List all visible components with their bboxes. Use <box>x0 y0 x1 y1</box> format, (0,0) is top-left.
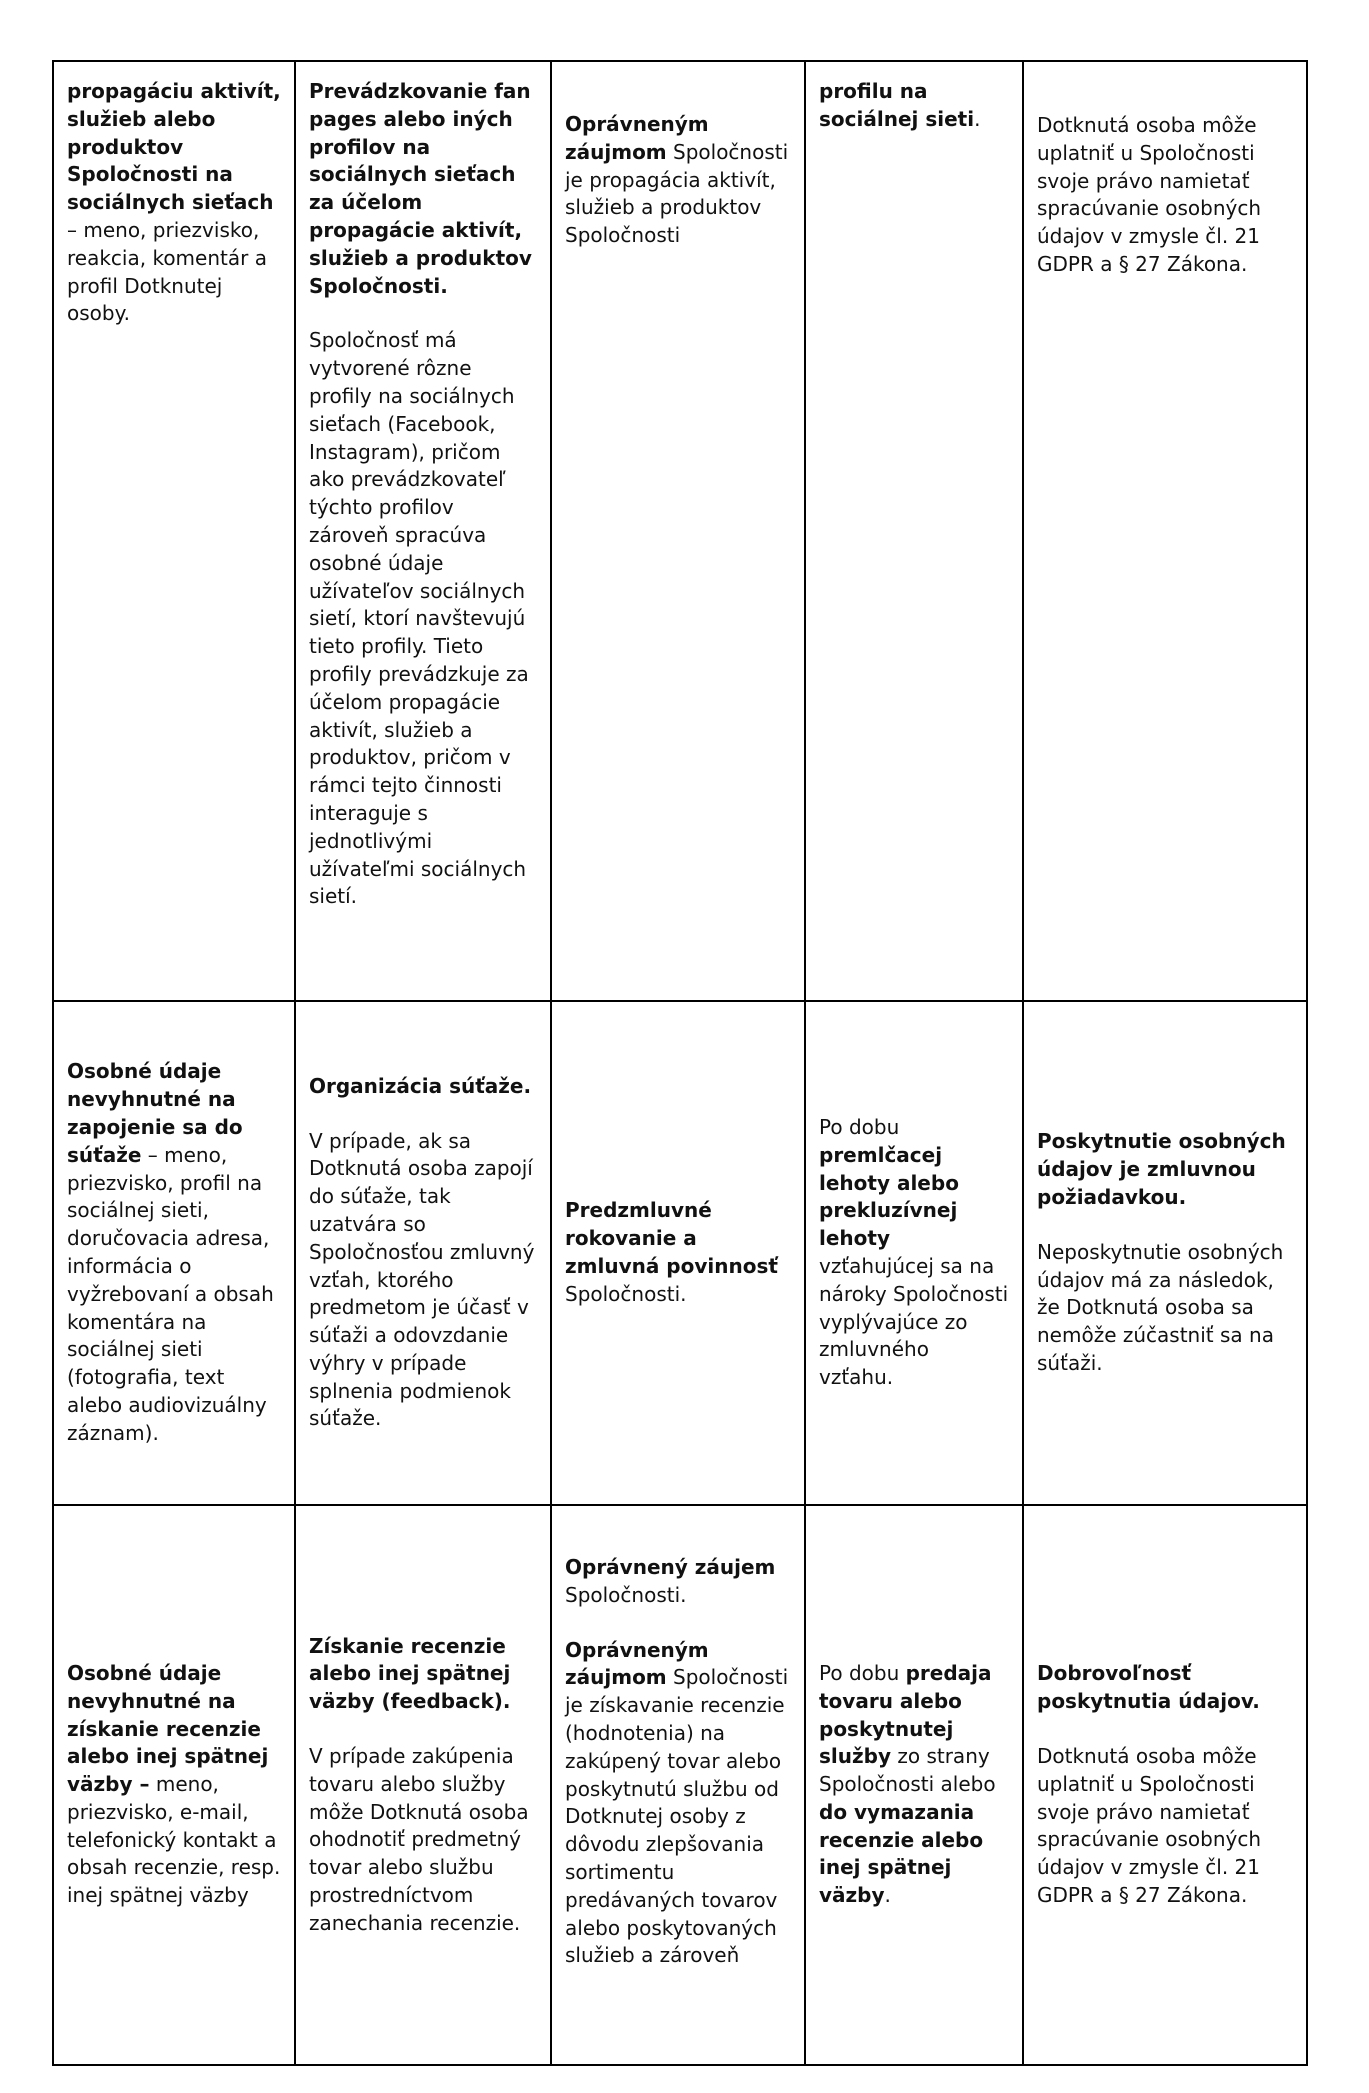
table-cell-data-category <box>53 1001 295 1505</box>
table-cell-purpose <box>295 1505 551 2065</box>
cell-text: . <box>884 1883 891 1908</box>
cell-paragraph: Spoločnosť má vytvorené rôzne profily na sociálnych sieťach (Facebook, Instagram), pričom ako prevádzkovateľ týchto profilov zároveň spracúva osobné údaje užívateľov sociálnych sietí, ktorí navštevujú tieto profily. Tieto profily prevádzkuje za účelom propagácie aktivít, služieb a produktov, pričom v rámci tejto činnosti interaguje s jednotlivými užívateľmi sociálnych sietí. <box>309 328 529 909</box>
cell-bold-text: Osobné údaje nevyhnutné na zapojenie sa do súťaže <box>67 1059 243 1167</box>
cell-bold-text: do vymazania recenzie alebo inej spätnej väzby <box>819 1799 984 1908</box>
cell-heading: Poskytnutie osobných údajov je zmluvnou požiadavkou. <box>1037 1129 1286 1209</box>
table-cell-retention <box>805 61 1023 1001</box>
cell-bold-text: profilu na sociálnej sieti <box>819 79 975 131</box>
cell-paragraph: Dotknutá osoba môže uplatniť u Spoločnosti svoje právo namietať spracúvanie osobných údajov v zmysle čl. 21 GDPR a § 27 Zákona. <box>1037 1743 1262 1907</box>
table-cell-purpose <box>295 1001 551 1505</box>
cell-text: Spoločnosti. <box>565 1281 687 1306</box>
table-cell-legal-basis <box>551 1001 805 1505</box>
cell-text: meno, priezvisko, e-mail, telefonický kontakt a obsah recenzie, resp. inej spätnej väzby <box>67 1772 281 1908</box>
cell-bold-text: Oprávnený záujem <box>565 1555 776 1579</box>
table-cell-retention <box>805 1001 1023 1505</box>
table-cell-legal-basis <box>551 1505 805 2065</box>
table-cell-rights <box>1023 1505 1307 2065</box>
cell-text: vzťahujúcej sa na nároky Spoločnosti vyplývajúce zo zmluvného vzťahu. <box>819 1254 1009 1390</box>
table-cell-data-category <box>53 61 295 1001</box>
cell-paragraph: Dotknutá osoba môže uplatniť u Spoločnosti svoje právo namietať spracúvanie osobných údajov v zmysle čl. 21 GDPR a § 27 Zákona. <box>1037 113 1262 276</box>
table-row <box>53 61 1307 1001</box>
cell-bold-text: propagáciu aktivít, služieb alebo produktov Spoločnosti na sociálnych sieťach <box>67 79 281 215</box>
data-processing-table <box>52 60 1308 2066</box>
table-row <box>53 1505 1307 2065</box>
cell-text: Spoločnosti. <box>565 1582 687 1607</box>
cell-paragraph: V prípade, ak sa Dotknutá osoba zapojí do súťaže, tak uzatvára so Spoločnosťou zmluvný vzťah, ktorého predmetom je účasť v súťaži a odovzdanie výhry v prípade splnenia podmienok súťaže. <box>309 1128 535 1431</box>
cell-text: . <box>974 106 981 131</box>
cell-bold-text: Oprávneným záujmom <box>565 112 709 164</box>
cell-text: – meno, priezvisko, reakcia, komentár a profil Dotknutej osoby. <box>67 217 267 326</box>
cell-bold-text: Oprávneným záujmom <box>565 1637 709 1690</box>
cell-bold-text: Predzmluvné rokovanie a zmluvná povinnosť <box>565 1198 778 1278</box>
cell-bold-text: predaja tovaru alebo poskytnutej služby <box>819 1660 992 1769</box>
cell-text: Po dobu <box>819 1115 900 1140</box>
cell-paragraph: V prípade zakúpenia tovaru alebo služby môže Dotknutá osoba ohodnotiť predmetný tovar alebo službu prostredníctvom zanechania recenzie. <box>309 1743 529 1935</box>
table-cell-retention <box>805 1505 1023 2065</box>
cell-text: Spoločnosti je získavanie recenzie (hodnotenia) na zakúpený tovar alebo poskytnutú službu od Dotknutej osoby z dôvodu zlepšovania sortimentu predávaných tovarov alebo poskytovaných služieb a zároveň <box>565 1665 789 1968</box>
table-cell-rights <box>1023 61 1307 1001</box>
cell-bold-text: Osobné údaje nevyhnutné na získanie recenzie alebo inej spätnej väzby – <box>67 1660 269 1797</box>
cell-text: zo strany Spoločnosti alebo <box>819 1744 996 1797</box>
table-cell-rights <box>1023 1001 1307 1505</box>
cell-text: Po dobu <box>819 1660 906 1685</box>
table-row <box>53 1001 1307 1505</box>
cell-text: Spoločnosti je propagácia aktivít, služieb a produktov Spoločnosti <box>565 139 789 248</box>
table-cell-legal-basis <box>551 61 805 1001</box>
cell-heading: Prevádzkovanie fan pages alebo iných profilov na sociálnych sieťach za účelom propagácie aktivít, služieb a produktov Spoločnosti. <box>309 79 532 298</box>
cell-bold-text: premlčacej lehoty alebo prekluzívnej lehoty <box>819 1142 959 1251</box>
table-cell-data-category <box>53 1505 295 2065</box>
cell-heading: Dobrovoľnosť poskytnutia údajov. <box>1037 1661 1260 1714</box>
table-cell-purpose <box>295 61 551 1001</box>
cell-heading: Organizácia súťaže. <box>309 1073 532 1098</box>
cell-paragraph: Neposkytnutie osobných údajov má za následok, že Dotknutá osoba sa nemôže zúčastniť sa na súťaži. <box>1037 1239 1284 1375</box>
cell-text: – meno, priezvisko, profil na sociálnej sieti, doručovacia adresa, informácia o vyžrebovaní a obsah komentára na sociálnej sieti (fotografia, text alebo audiovizuálny záznam). <box>67 1142 274 1445</box>
cell-heading: Získanie recenzie alebo inej spätnej väzby (feedback). <box>309 1633 511 1714</box>
